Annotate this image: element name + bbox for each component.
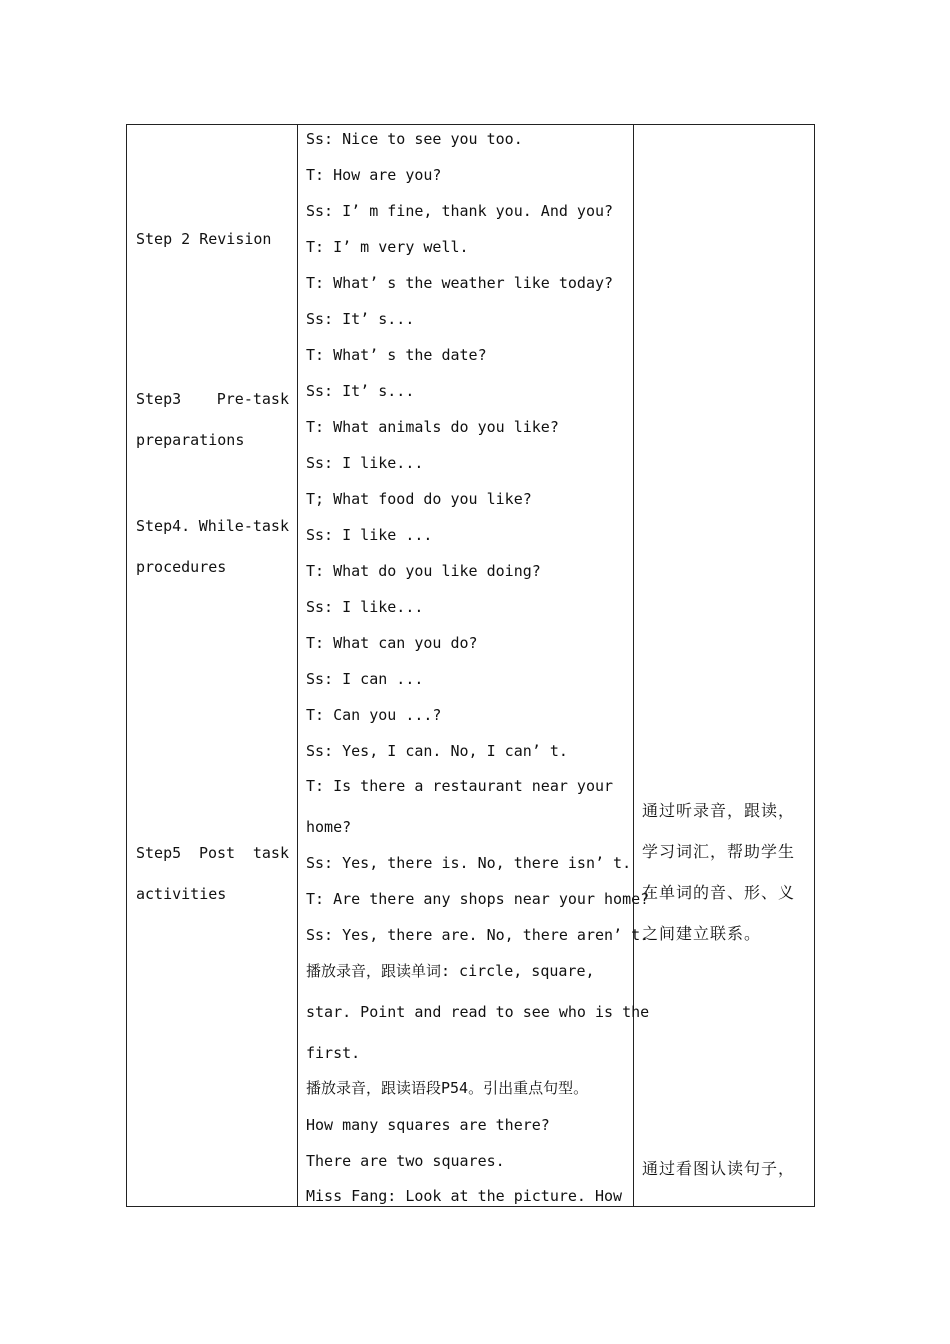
dialogue-line: T: Are there any shops near your home?: [306, 890, 650, 908]
dialogue-line: T: What animals do you like?: [306, 418, 559, 436]
dialogue-line: T: How are you?: [306, 166, 442, 184]
dialogue-line: Ss: Yes, there are. No, there aren’ t.: [306, 926, 650, 944]
dialogue-line: T: What can you do?: [306, 634, 478, 652]
dialogue-line: first.: [306, 1044, 361, 1062]
dialogue-line: How many squares are there?: [306, 1116, 550, 1134]
dialogue-line: home?: [306, 818, 352, 836]
dialogue-line: 播放录音，跟读语段P54。引出重点句型。: [306, 1079, 589, 1097]
dialogue-line: T: Is there a restaurant near your: [306, 777, 614, 795]
dialogue-line: Miss Fang: Look at the picture. How: [306, 1187, 623, 1205]
dialogue-line: T: What do you like doing?: [306, 562, 541, 580]
step2-label: Step 2 Revision: [136, 230, 272, 248]
dialogue-line: star. Point and read to see who is the: [306, 1003, 650, 1021]
purpose-note-line: 通过看图认读句子，: [642, 1159, 796, 1178]
step5-label: [136, 843, 289, 863]
step5-word: task: [252, 844, 289, 862]
dialogue-line: T: What’ s the date?: [306, 346, 487, 364]
step3-label: [136, 389, 289, 409]
dialogue-line: T: Can you ...?: [306, 706, 442, 724]
step3-word: Step3: [136, 390, 182, 408]
dialogue-line: Ss: Nice to see you too.: [306, 130, 523, 148]
dialogue-line: T: What’ s the weather like today?: [306, 274, 614, 292]
step4-label-cont: procedures: [136, 558, 227, 576]
dialogue-line: 播放录音，跟读单词: circle, square,: [306, 962, 595, 980]
dialogue-line: T: I’ m very well.: [306, 238, 469, 256]
dialogue-line: Ss: I can ...: [306, 670, 424, 688]
purpose-note-line: 通过听录音，跟读，: [642, 801, 796, 820]
step4-label: [136, 516, 289, 536]
step5-label-cont: activities: [136, 885, 227, 903]
step5-word: Step5: [136, 844, 182, 862]
dialogue-line: Ss: I like...: [306, 598, 424, 616]
dialogue-line: Ss: Yes, there is. No, there isn’ t.: [306, 854, 632, 872]
dialogue-line: Ss: I like...: [306, 454, 424, 472]
dialogue-line: Ss: I’ m fine, thank you. And you?: [306, 202, 614, 220]
step4-word: Step4.: [136, 517, 191, 535]
column-divider: [633, 125, 634, 1206]
purpose-note-line: 学习词汇，帮助学生: [642, 842, 796, 861]
dialogue-line: T; What food do you like?: [306, 490, 532, 508]
step3-label-cont: preparations: [136, 431, 245, 449]
dialogue-line: Ss: It’ s...: [306, 382, 415, 400]
dialogue-line: Ss: I like ...: [306, 526, 433, 544]
lesson-plan-table: [126, 124, 815, 1207]
purpose-note-line: 之间建立联系。: [642, 924, 762, 943]
step3-word: Pre-task: [216, 390, 289, 408]
dialogue-line: Ss: It’ s...: [306, 310, 415, 328]
step4-word: While-task: [198, 517, 289, 535]
purpose-note-line: 在单词的音、形、义: [642, 883, 796, 902]
dialogue-line: There are two squares.: [306, 1152, 505, 1170]
step5-word: Post: [198, 844, 236, 862]
column-divider: [297, 125, 298, 1206]
dialogue-line: Ss: Yes, I can. No, I can’ t.: [306, 742, 568, 760]
